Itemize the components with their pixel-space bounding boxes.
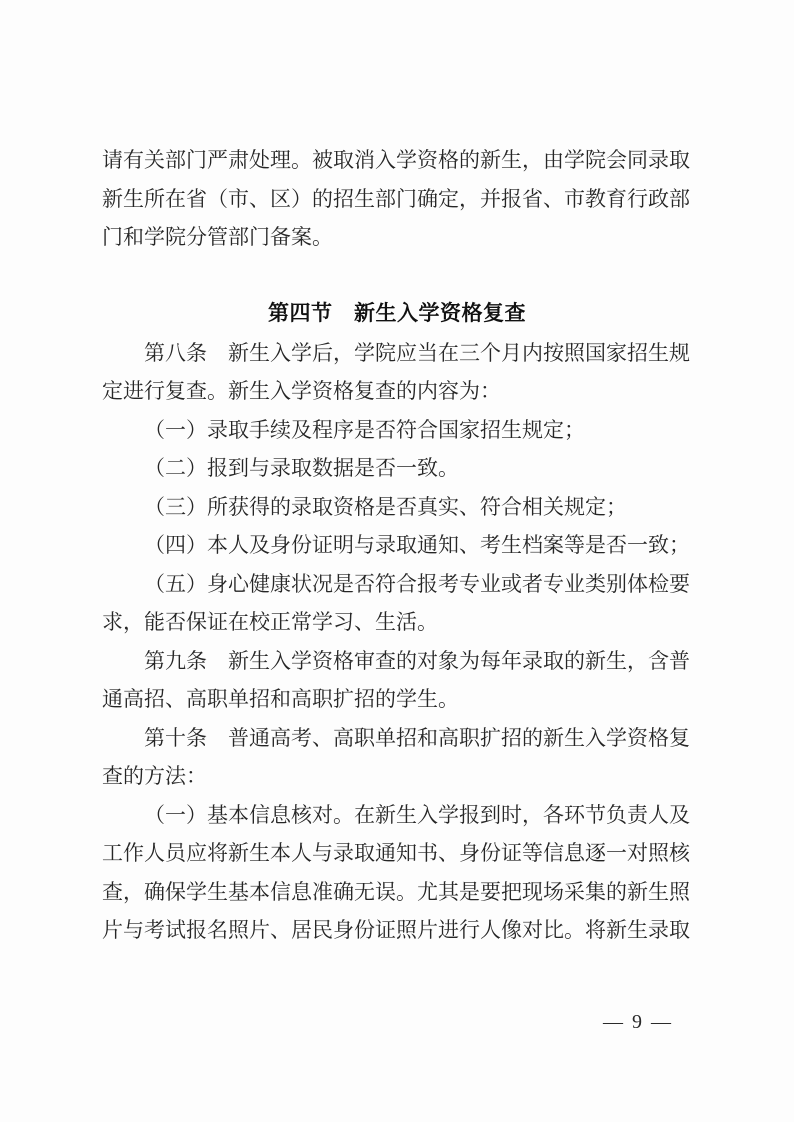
body-line: 新生所在省（市、区）的招生部门确定，并报省、市教育行政部 — [102, 186, 690, 211]
body-line: （一）录取手续及程序是否符合国家招生规定； — [144, 417, 585, 442]
document-body — [102, 141, 692, 950]
body-line: （一）基本信息核对。在新生入学报到时，各环节负责人及 — [144, 802, 690, 827]
section-heading: 第四节 新生入学资格复查 — [268, 302, 526, 325]
body-line: 查，确保学生基本信息准确无误。尤其是要把现场采集的新生照 — [102, 879, 690, 904]
body-line: 第九条 新生入学资格审查的对象为每年录取的新生，含普 — [144, 648, 690, 673]
body-line: 定进行复查。新生入学资格复查的内容为： — [102, 379, 501, 403]
body-line: 片与考试报名照片、居民身份证照片进行人像对比。将新生录取 — [102, 918, 690, 942]
body-line: 请有关部门严肃处理。被取消入学资格的新生，由学院会同录取 — [102, 148, 690, 172]
body-line: 求，能否保证在校正常学习、生活。 — [102, 610, 438, 634]
page-number: — 9 — — [603, 1011, 673, 1033]
body-line: （四）本人及身份证明与录取通知、考生档案等是否一致； — [144, 533, 690, 557]
body-line: 查的方法： — [102, 764, 207, 788]
body-line: 通高招、高职单招和高职扩招的学生。 — [102, 687, 459, 711]
blank-line — [102, 257, 692, 296]
body-line: （二）报到与录取数据是否一致。 — [144, 456, 459, 480]
body-line: 门和学院分管部门备案。 — [102, 225, 333, 249]
body-line: （五）身心健康状况是否符合报考专业或者专业类别体检要 — [144, 571, 690, 596]
body-line: 工作人员应将新生本人与录取通知书、身份证等信息逐一对照核 — [102, 841, 690, 865]
body-line: 第十条 普通高考、高职单招和高职扩招的新生入学资格复 — [144, 725, 690, 750]
body-line: 第八条 新生入学后，学院应当在三个月内按照国家招生规 — [144, 340, 690, 365]
body-line: （三）所获得的录取资格是否真实、符合相关规定； — [144, 494, 627, 519]
